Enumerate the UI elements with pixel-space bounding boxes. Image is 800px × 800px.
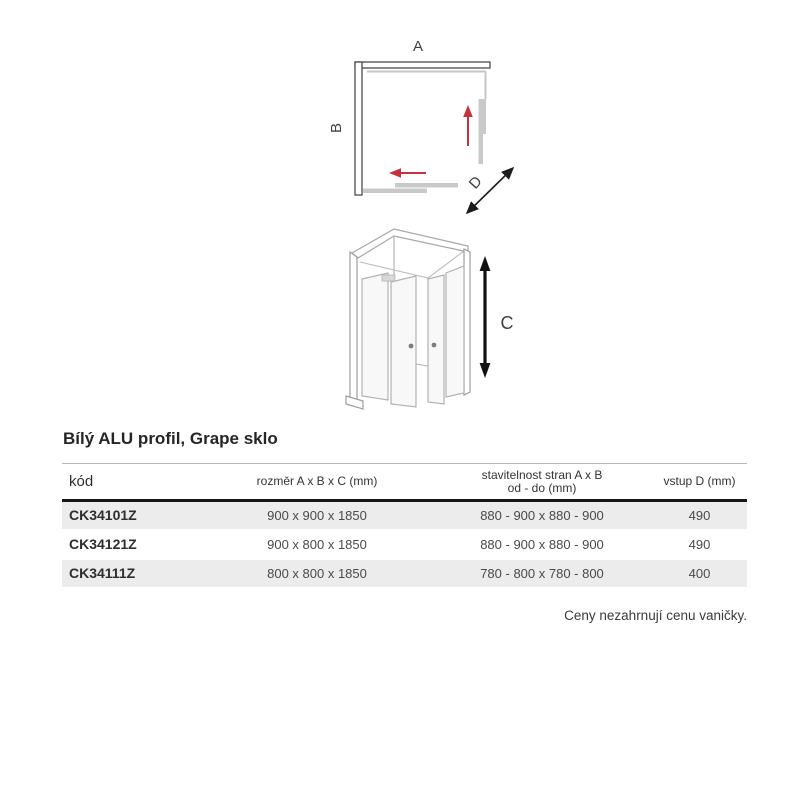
right-door-panel <box>428 275 444 404</box>
size-cell: 900 x 900 x 1850 <box>267 507 367 523</box>
table-header-row <box>62 464 747 501</box>
table-row <box>62 559 747 588</box>
spec-table <box>62 463 747 589</box>
right-door-handle <box>432 343 437 348</box>
header-adjustability-line2: od - do (mm) <box>507 480 577 495</box>
adjustability-cell: 780 - 800 x 780 - 800 <box>480 565 604 581</box>
left-door-panel <box>391 276 416 407</box>
header-adjustability-line1: stavitelnost stran A x B <box>481 467 603 482</box>
perspective-diagram <box>340 224 530 424</box>
top-view-diagram <box>330 28 540 228</box>
entry-cell: 400 <box>688 565 711 581</box>
bottom-door-panels <box>363 183 458 193</box>
height-arrow-icon <box>480 256 491 378</box>
header-size: rozměr A x B x C (mm) <box>256 474 378 488</box>
adjustability-cell: 880 - 900 x 880 - 900 <box>480 536 604 552</box>
header-adjustability <box>432 464 652 501</box>
right-door-panels <box>479 99 487 164</box>
adjustability-cell: 880 - 900 x 880 - 900 <box>480 507 604 523</box>
code-cell: CK34111Z <box>69 565 136 581</box>
right-corner-post <box>464 249 470 395</box>
code-cell: CK34121Z <box>69 536 137 552</box>
table-row <box>62 501 747 530</box>
price-footnote: Ceny nezahrnují cenu vaničky. <box>564 608 747 623</box>
left-fixed-panel <box>362 273 388 400</box>
header-entry: vstup D (mm) <box>663 474 736 488</box>
dim-label-d: D <box>465 172 486 193</box>
left-wall-post <box>346 252 363 409</box>
table-row <box>62 530 747 559</box>
entry-cell: 490 <box>688 507 711 523</box>
frame-top-rim <box>352 229 468 258</box>
dim-label-c: C <box>500 313 514 333</box>
door-direction-left-arrow-icon <box>389 168 426 178</box>
door-direction-up-arrow-icon <box>463 105 473 146</box>
fixed-glass-lines <box>367 72 486 100</box>
section-title: Bílý ALU profil, Grape sklo <box>63 429 278 448</box>
size-cell: 800 x 800 x 1850 <box>267 565 367 581</box>
size-cell: 900 x 800 x 1850 <box>267 536 367 552</box>
code-cell: CK34101Z <box>69 507 137 524</box>
door-gap-line <box>416 364 428 366</box>
left-door-handle <box>409 344 414 349</box>
hinge-connector <box>382 275 395 281</box>
right-fixed-panel <box>446 266 464 397</box>
dim-label-b: B <box>328 122 345 134</box>
dim-label-a: A <box>412 38 424 55</box>
header-code: kód <box>69 473 94 490</box>
entry-cell: 490 <box>688 536 711 552</box>
glass-panels <box>362 266 464 407</box>
